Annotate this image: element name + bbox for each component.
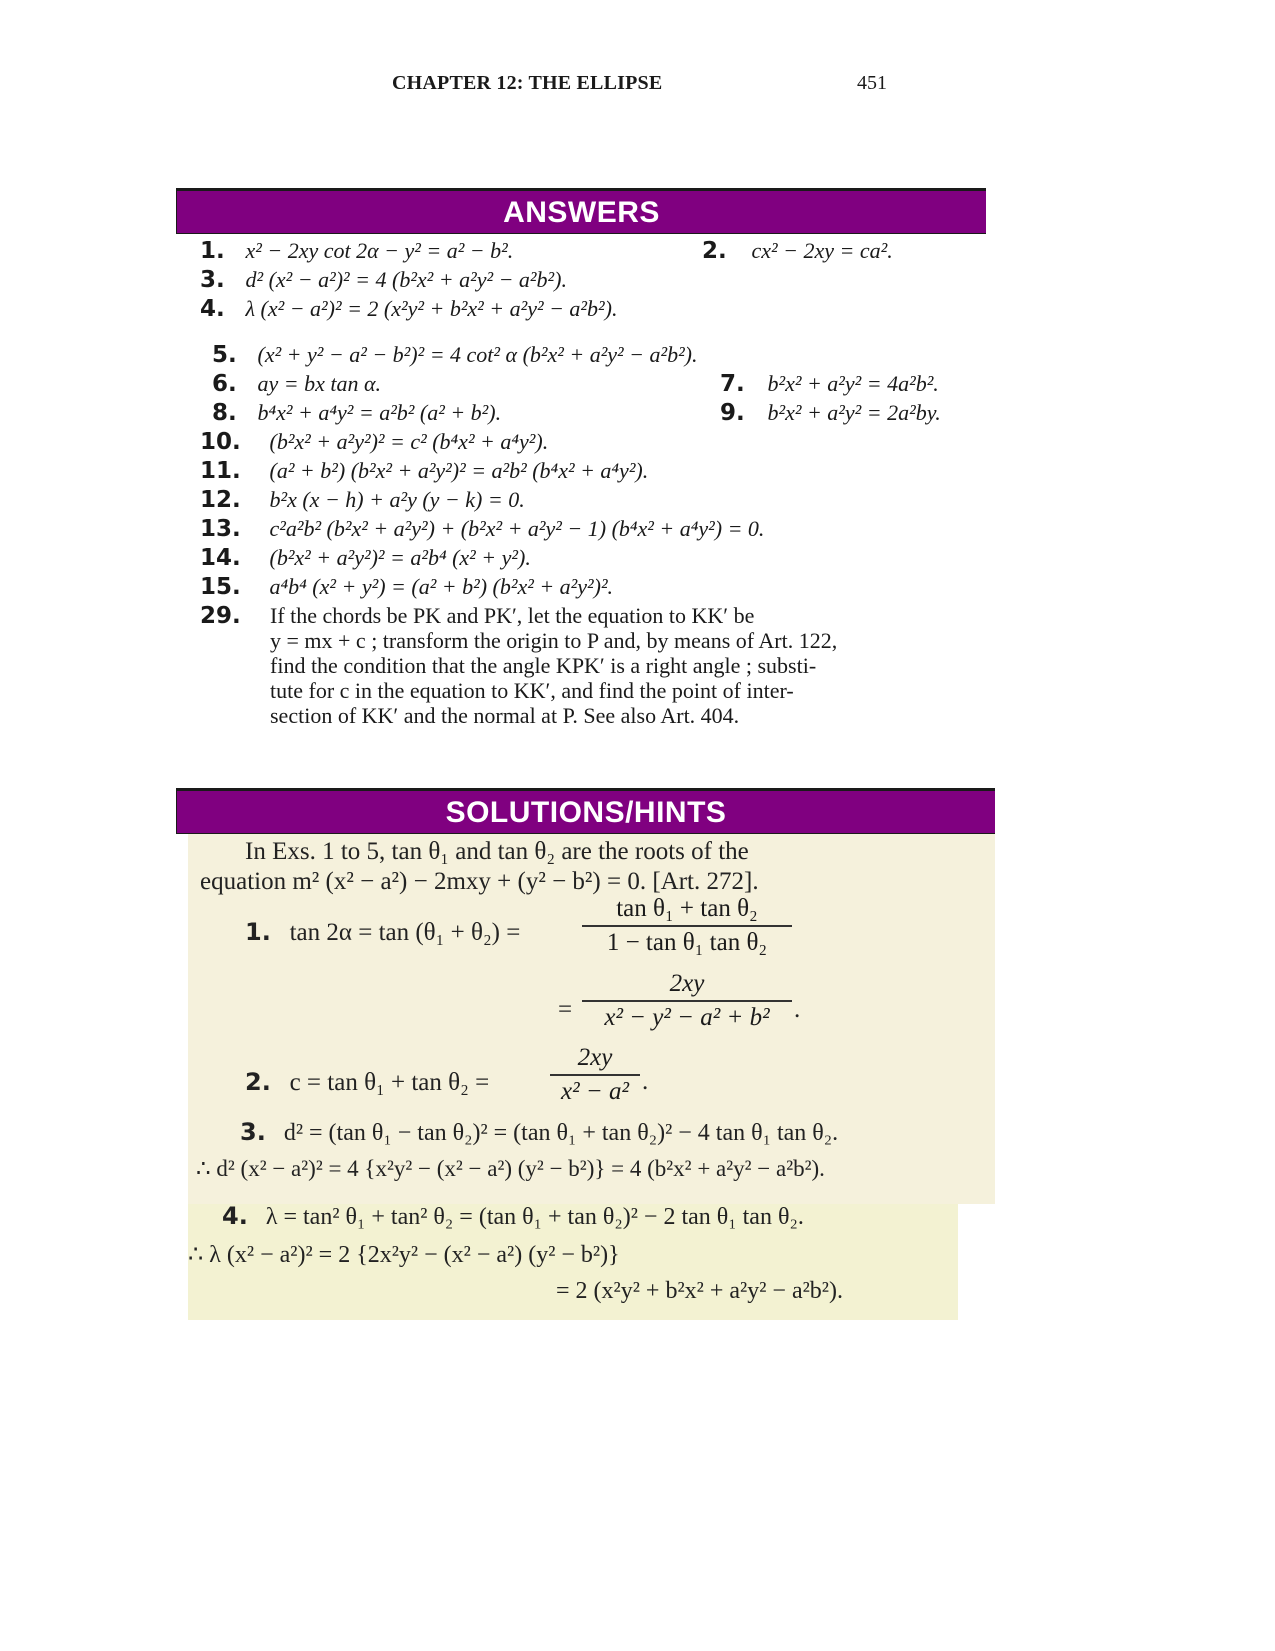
- solution-4-line-3: = 2 (x²y² + b²x² + a²y² − a²b²).: [556, 1278, 843, 1304]
- answer-number: 9.: [720, 400, 745, 426]
- solutions-intro-line-2: equation m² (x² − a²) − 2mxy + (y² − b²) = 0. [Art. 272].: [200, 868, 759, 895]
- solution-1-equals: =: [558, 996, 573, 1023]
- answer-29: [200, 603, 264, 629]
- solution-1-fraction-1: [582, 895, 792, 957]
- answer-15: [200, 574, 613, 600]
- answer-29-text: [270, 603, 995, 728]
- answer-number: 4.: [200, 296, 225, 322]
- solution-2-lhs: [245, 1068, 489, 1097]
- paragraph-line: find the condition that the angle KPK′ is a right angle ; substi-: [270, 653, 817, 678]
- solution-4-expression: λ = tan² θ₁ + tan² θ₂ = (tan θ₁ + tan θ₂)² − 2 tan θ₁ tan θ₂.: [265, 1204, 804, 1230]
- answer-expression: λ (x² − a²)² = 2 (x²y² + b²x² + a²y² − a²b²).: [245, 296, 618, 321]
- solution-4-line-1: [222, 1202, 804, 1231]
- answer-expression: cx² − 2xy = ca².: [751, 238, 893, 263]
- answer-expression: (a² + b²) (b²x² + a²y²)² = a²b² (b⁴x² + a⁴y²).: [269, 458, 649, 483]
- answer-number: 6.: [212, 371, 237, 397]
- solution-number: 2.: [245, 1068, 271, 1096]
- answer-number: 29.: [200, 603, 241, 629]
- answer-9: [720, 400, 941, 426]
- answer-expression: x² − 2xy cot 2α − y² = a² − b².: [245, 238, 514, 263]
- answer-expression: b²x² + a²y² = 4a²b².: [767, 371, 939, 396]
- answer-expression: a⁴b⁴ (x² + y²) = (a² + b²) (b²x² + a²y²)².: [269, 574, 614, 599]
- answer-number: 12.: [200, 487, 241, 513]
- fraction-bar: [582, 1000, 792, 1002]
- answer-number: 13.: [200, 516, 241, 542]
- answer-14: [200, 545, 531, 571]
- solution-2-expression: c = tan θ₁ + tan θ₂ =: [289, 1069, 490, 1096]
- solution-number: 4.: [222, 1202, 248, 1230]
- answer-12: [200, 487, 525, 513]
- fraction-bar: [582, 925, 792, 927]
- solution-1-fraction-2: [582, 970, 792, 1032]
- solution-number: 1.: [245, 918, 271, 946]
- answer-expression: b⁴x² + a⁴y² = a²b² (a² + b²).: [257, 400, 502, 425]
- solution-3-line-2: ∴ d² (x² − a²)² = 4 {x²y² − (x² − a²) (y² − b²)} = 4 (b²x² + a²y² − a²b²).: [196, 1156, 825, 1181]
- answer-expression: b²x (x − h) + a²y (y − k) = 0.: [269, 487, 525, 512]
- paragraph-line: section of KK′ and the normal at P. See also Art. 404.: [270, 703, 740, 728]
- answer-number: 5.: [212, 342, 237, 368]
- solutions-heading: SOLUTIONS/HINTS: [176, 788, 995, 834]
- answer-4: [200, 296, 617, 322]
- solution-number: 3.: [240, 1118, 266, 1146]
- paragraph-line: tute for c in the equation to KK′, and find the point of inter-: [270, 678, 794, 703]
- answer-number: 7.: [720, 371, 745, 397]
- answer-5: [212, 342, 698, 368]
- answer-10: [200, 429, 548, 455]
- answer-expression: ay = bx tan α.: [257, 371, 382, 396]
- answer-expression: (b²x² + a²y²)² = c² (b⁴x² + a⁴y²).: [269, 429, 549, 454]
- fraction-numerator: 2xy: [577, 1044, 613, 1071]
- answer-expression: (b²x² + a²y²)² = a²b⁴ (x² + y²).: [269, 545, 531, 570]
- fraction-bar: [550, 1074, 640, 1076]
- solution-1-period: .: [794, 996, 801, 1023]
- answer-7: [720, 371, 939, 397]
- answer-2: [702, 238, 893, 264]
- answer-number: 15.: [200, 574, 241, 600]
- answer-number: 2.: [702, 238, 727, 264]
- answer-13: [200, 516, 764, 542]
- answers-heading: ANSWERS: [176, 188, 986, 234]
- solution-3-line-1: [240, 1118, 838, 1147]
- solution-3-expression: d² = (tan θ₁ − tan θ₂)² = (tan θ₁ + tan θ₂)² − 4 tan θ₁ tan θ₂.: [283, 1120, 839, 1146]
- running-head: [0, 72, 1275, 96]
- solutions-intro-line-1: In Exs. 1 to 5, tan θ₁ and tan θ₂ are the roots of the: [245, 838, 749, 865]
- solution-4-line-2: ∴ λ (x² − a²)² = 2 {2x²y² − (x² − a²) (y² − b²)}: [188, 1242, 620, 1268]
- answer-number: 11.: [200, 458, 241, 484]
- chapter-title: CHAPTER 12: THE ELLIPSE: [392, 72, 663, 94]
- solution-2-period: .: [642, 1068, 649, 1095]
- answer-expression: (x² + y² − a² − b²)² = 4 cot² α (b²x² + a²y² − a²b²).: [257, 342, 698, 367]
- answer-expression: d² (x² − a²)² = 4 (b²x² + a²y² − a²b²).: [245, 267, 567, 292]
- fraction-denominator: x² − a²: [561, 1078, 629, 1105]
- answer-1: [200, 238, 513, 264]
- solution-1-lhs: [245, 918, 520, 947]
- answer-number: 1.: [200, 238, 225, 264]
- answer-number: 14.: [200, 545, 241, 571]
- answer-11: [200, 458, 648, 484]
- answer-6: [212, 371, 381, 397]
- answer-expression: c²a²b² (b²x² + a²y²) + (b²x² + a²y² − 1) (b⁴x² + a⁴y²) = 0.: [269, 516, 765, 541]
- fraction-numerator: 2xy: [669, 970, 705, 997]
- answer-number: 3.: [200, 267, 225, 293]
- solution-1-expression: tan 2α = tan (θ₁ + θ₂) =: [289, 919, 521, 946]
- answer-8: [212, 400, 501, 426]
- fraction-numerator: tan θ₁ + tan θ₂: [616, 895, 758, 922]
- answer-number: 10.: [200, 429, 241, 455]
- answers-list: [200, 238, 1000, 758]
- answer-expression: b²x² + a²y² = 2a²by.: [767, 400, 941, 425]
- solution-2-fraction: [550, 1044, 640, 1106]
- fraction-denominator: 1 − tan θ₁ tan θ₂: [606, 929, 768, 956]
- paragraph-line: y = mx + c ; transform the origin to P and, by means of Art. 122,: [270, 628, 838, 653]
- answer-3: [200, 267, 567, 293]
- fraction-denominator: x² − y² − a² + b²: [604, 1004, 770, 1031]
- answer-number: 8.: [212, 400, 237, 426]
- paragraph-line: If the chords be PK and PK′, let the equation to KK′ be: [270, 603, 755, 628]
- page-number: 451: [857, 72, 887, 94]
